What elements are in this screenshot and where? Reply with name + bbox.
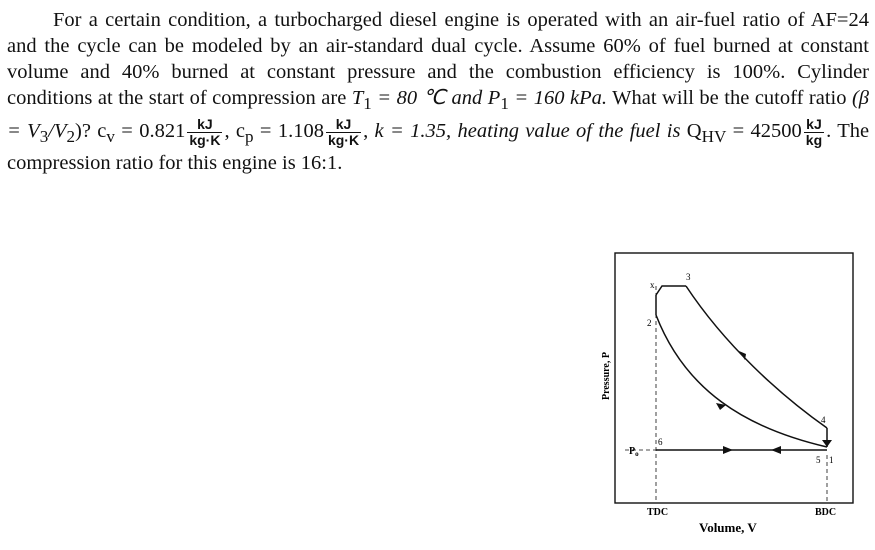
cv-unit-fraction: $\frac{kJ}{kg\cdot K}$ xyxy=(189,116,221,149)
question-text: What will be the cutoff ratio xyxy=(612,87,847,109)
heat-addition-lines xyxy=(656,286,686,295)
cp-unit-fraction: $\frac{kJ}{kg\cdot K}$ xyxy=(327,116,360,149)
p1-value: = 160 kPa. xyxy=(514,87,607,109)
cv-term: $c_v = 0.821$ xyxy=(97,120,186,147)
p1-symbol: $P_1$ xyxy=(487,87,509,114)
x-axis-label: Volume, V xyxy=(699,520,757,535)
y-axis-label: Pressure, P xyxy=(601,352,612,400)
compression-text: . The compression ratio xyxy=(7,120,870,175)
point-label-4: 4 xyxy=(821,415,826,425)
t1-value: = 80 ℃ and xyxy=(377,87,483,109)
expansion-curve xyxy=(686,286,827,428)
point-label-1: 1 xyxy=(829,455,834,465)
intake-arrow-icon xyxy=(771,446,781,454)
pv-diagram-svg xyxy=(595,250,865,545)
final-line: for this engine is 16:1. xyxy=(158,152,343,175)
tdc-label: TDC xyxy=(647,507,669,518)
cp-number: 1.108 xyxy=(277,120,324,143)
exhaust-arrow-icon xyxy=(723,446,733,454)
p0-label: $P_o$ xyxy=(629,446,639,458)
diagram-frame xyxy=(615,253,853,503)
cp-term: $c_p$ = xyxy=(235,120,272,147)
pv-diagram xyxy=(595,250,865,545)
point-label-5: 5 xyxy=(816,455,821,465)
compression-curve xyxy=(656,315,827,447)
point-label-2: 2 xyxy=(647,318,652,328)
bdc-label: BDC xyxy=(815,507,837,518)
point-label-x: x xyxy=(650,280,655,290)
problem-statement: For a certain condition, a turbocharged diesel engine is operated with an air-fuel ratio of AF=24 and the cycle can be modeled by an air-standard dual cycle. Assume 60% of fuel burned at constant volume and 40% burned at constant pressure and the combustion efficiency is 100%. Cylinder conditions at the start of compression are $T_1 = 80$ ℃ and $P_1 = 160$ kPa. What will be the cutoff ratio $(\beta = V_3/V_2)$? $c_v = 0.821$ $\frac{kJ}{kg\cdot K}$ , $c_p = 1.108$ $\frac{kJ}{kg\cdot K}$ , k = 1.35, heating value of the fuel is $Q_{HV} = 42500$ $\frac{kJ}{kg}$ . The compression ratio for this engine is 16:1. xyxy=(7,9,870,175)
expansion-arrow-icon xyxy=(739,351,746,360)
beta-expression: $(\beta = V_3/V_2)$? xyxy=(7,87,870,147)
point-label-3: 3 xyxy=(686,272,691,282)
qhv-term: $Q_{HV} = 42500$ xyxy=(686,120,802,147)
point-label-6: 6 xyxy=(658,437,663,447)
problem-intro: For a certain condition, a turbocharged diesel engine is operated with an air-fuel ratio of AF=24 and the cycle can be modeled by an air-standard dual cycle. Assume 60% of fuel burned at constant volume and 40% burned at constant pressure and the combustion efficiency is 100%. Cylinder conditions at the start of compression are xyxy=(7,9,869,109)
t1-symbol: $T_1$ xyxy=(351,87,372,114)
qhv-unit-fraction: $\frac{kJ}{kg}$ xyxy=(805,116,823,149)
k-text: k = 1.35, heating value of the fuel is xyxy=(374,120,681,143)
